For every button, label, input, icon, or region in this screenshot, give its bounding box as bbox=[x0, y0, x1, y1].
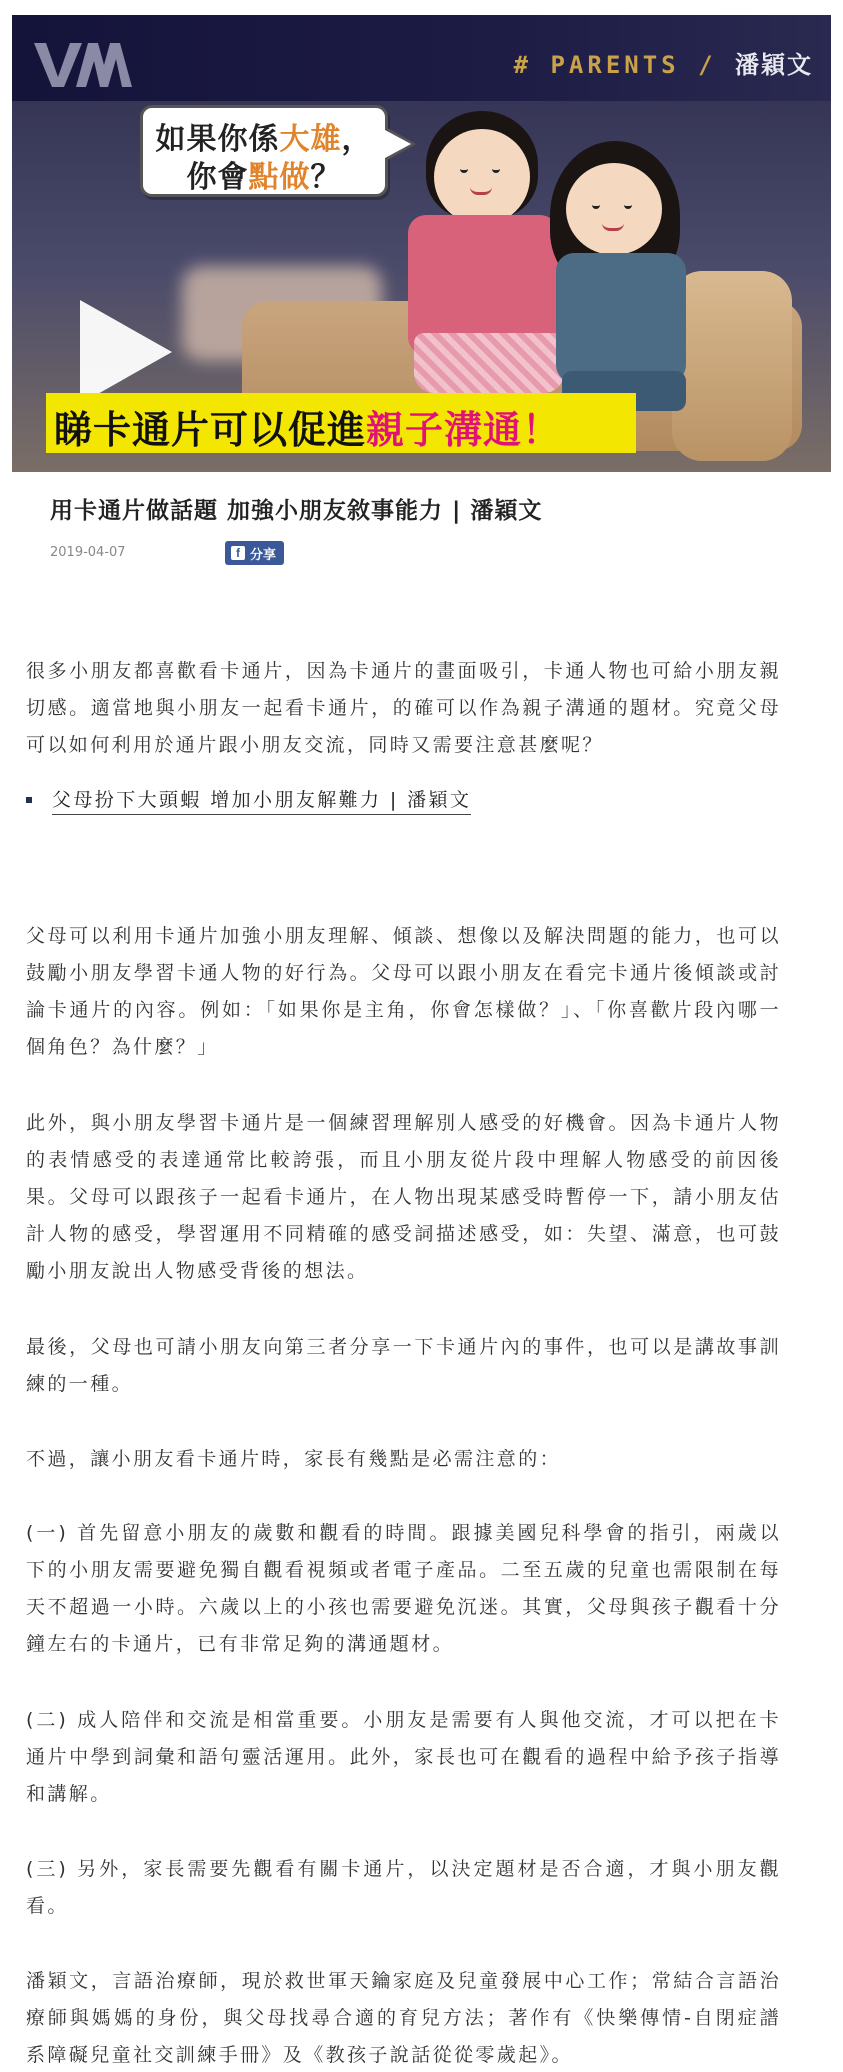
paragraph-7: (二) 成人陪伴和交流是相當重要。小朋友是需要有人與他交流，才可以把在卡通片中學到詞彙和語句靈活運用。此外，家長也可在觀看的過程中給予孩子指導和講解。 bbox=[26, 1709, 781, 1805]
facebook-icon: f bbox=[231, 546, 245, 560]
paragraph-6: (一) 首先留意小朋友的歲數和觀看的時間。跟據美國兒科學會的指引，兩歲以下的小朋友需要避免獨自觀看視頻或者電子產品。二至五歲的兒童也需限制在每天不超過一小時。六歲以上的小孩也需要避免沉迷。其實，父母與孩子觀看十分鐘左右的卡通片，已有非常足夠的溝通題材。 bbox=[26, 1522, 781, 1655]
play-icon[interactable] bbox=[80, 300, 172, 404]
paragraph-3: 此外，與小朋友學習卡通片是一個練習理解別人感受的好機會。因為卡通片人物的表情感受的表達通常比較誇張，而且小朋友從片段中理解人物感受的前因後果。父母可以跟孩子一起看卡通片，在人物出現某感受時暫停一下，請小朋友估計人物的感受，學習運用不同精確的感受詞描述感受，如：失望、滿意，也可鼓勵小朋友說出人物感受背後的想法。 bbox=[26, 1112, 781, 1282]
related-article bbox=[26, 785, 471, 815]
vma-logo bbox=[32, 39, 142, 91]
paragraph-intro: 很多小朋友都喜歡看卡通片，因為卡通片的畫面吸引，卡通人物也可給小朋友親切感。適當地與小朋友一起看卡通片，的確可以作為親子溝通的題材。究竟父母可以如何利用於通片跟小朋友交流，同時又需要注意甚麼呢？ bbox=[26, 660, 781, 756]
related-article-link[interactable]: 父母扮下大頭蝦 增加小朋友解難力 | 潘穎文 bbox=[52, 785, 471, 815]
bubble-line-1: 如果你係大雄， bbox=[155, 122, 373, 157]
section-tag: # PARENTS / 潘穎文 bbox=[513, 51, 813, 79]
paragraph-4: 最後，父母也可請小朋友向第三者分享一下卡通片內的事件，也可以是講故事訓練的一種。 bbox=[26, 1336, 781, 1395]
speech-bubble bbox=[140, 105, 388, 197]
publish-date: 2019-04-07 bbox=[50, 545, 126, 560]
bubble-line-2: 你會點做？ bbox=[186, 160, 342, 195]
article-title: 用卡通片做話題 加強小朋友敘事能力 | 潘穎文 bbox=[50, 498, 543, 524]
paragraph-5: 不過，讓小朋友看卡通片時，家長有幾點是必需注意的： bbox=[26, 1448, 562, 1470]
bullet-icon bbox=[26, 797, 32, 803]
paragraph-2: 父母可以利用卡通片加強小朋友理解、傾談、想像以及解決問題的能力，也可以鼓勵小朋友學習卡通人物的好行為。父母可以跟小朋友在看完卡通片後傾談或討論卡通片的內容。例如：「如果你是主角，你會怎樣做？」、「你喜歡片段內哪一個角色？為什麼？」 bbox=[26, 925, 781, 1058]
paragraph-8: (三) 另外，家長需要先觀看有關卡通片，以決定題材是否合適，才與小朋友觀看。 bbox=[26, 1858, 781, 1917]
facebook-share-button[interactable] bbox=[225, 541, 284, 565]
video-caption-banner: 睇卡通片可以促進親子溝通！ bbox=[46, 393, 636, 453]
video-header-bar bbox=[12, 15, 831, 101]
author-bio: 潘穎文，言語治療師，現於救世軍天鑰家庭及兒童發展中心工作；常結合言語治療師與媽媽的身份，與父母找尋合適的育兒方法；著作有《快樂傳情-自閉症譜系障礙兒童社交訓練手冊》及《教孩子說話從從零歲起》。 bbox=[26, 1970, 781, 2066]
share-label: 分享 bbox=[250, 547, 277, 563]
video-player[interactable] bbox=[12, 15, 831, 472]
